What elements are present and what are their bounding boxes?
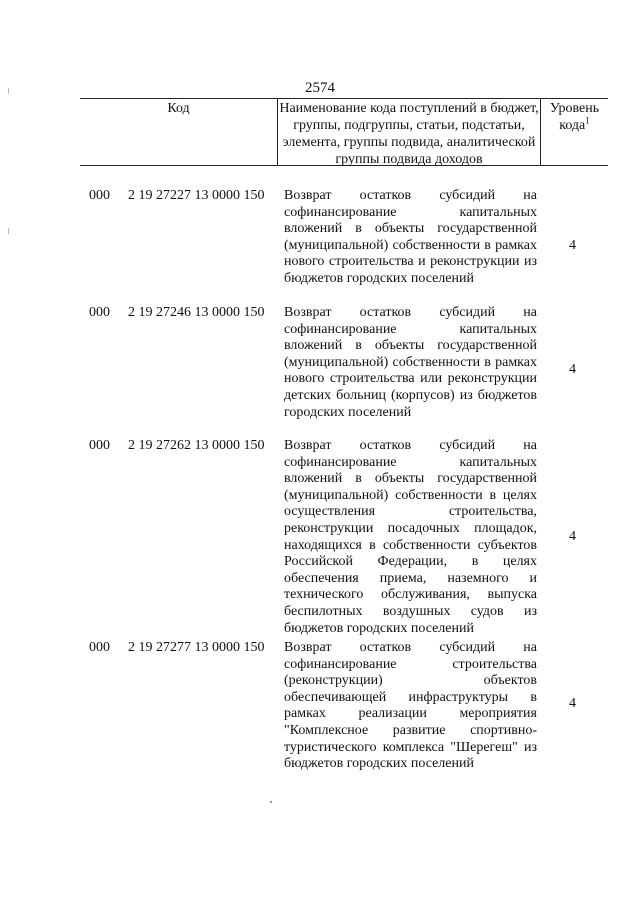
row-prefix: 000: [89, 188, 110, 203]
header-level-footnote: 1: [585, 115, 590, 126]
row-code: 2 19 27246 13 0000 150: [128, 305, 265, 320]
page-number: 2574: [305, 80, 335, 96]
table-header: [80, 98, 608, 166]
row-description: Возврат остатков субсидий на софинансирование строительства (реконструкции) объектов обеспечивающей инфраструктуры в рамках реализации мероприятия "Комплексное развитие спортивно-туристического комплекса "Шерегеш" из бюджетов городских поселений: [284, 640, 537, 772]
scan-speck: [270, 801, 272, 803]
row-description: Возврат остатков субсидий на софинансирование капитальных вложений в объекты государственной (муниципальной) собственности в рамках нового строительства или реконструкции детских больниц (корпусов) из бюджетов городских поселений: [284, 305, 537, 420]
row-prefix: 000: [89, 640, 110, 655]
row-prefix: 000: [89, 305, 110, 320]
row-code: 2 19 27262 13 0000 150: [128, 438, 265, 453]
row-level: 4: [569, 696, 576, 711]
scan-margin-mark: [8, 228, 9, 234]
header-level-line2: кода: [559, 118, 586, 133]
row-prefix: 000: [89, 438, 110, 453]
header-code-label: Код: [167, 101, 190, 116]
header-code: [80, 99, 278, 165]
row-code: 2 19 27277 13 0000 150: [128, 640, 265, 655]
row-description: Возврат остатков субсидий на софинансирование капитальных вложений в объекты государственной (муниципальной) собственности в рамках нового строительства и реконструкции из бюджетов городских поселений: [284, 188, 537, 286]
header-name-label: Наименование кода поступлений в бюджет, группы, подгруппы, статьи, подстатьи, элемента, группы подвида, аналитической группы подвида доходов: [279, 101, 539, 167]
row-description: Возврат остатков субсидий на софинансирование капитальных вложений в объекты государственной (муниципальной) собственности в целях осуществления строительства, реконструкции посадочных площадок, находящихся в собственности субъектов Российской Федерации, в целях обеспечения приема, наземного и технического обслуживания, выпуска беспилотных воздушных судов из бюджетов городских поселений: [284, 438, 537, 636]
header-name: [278, 99, 540, 165]
row-level: 4: [569, 362, 576, 377]
row-code: 2 19 27227 13 0000 150: [128, 188, 265, 203]
row-level: 4: [569, 238, 576, 253]
scan-margin-mark: [8, 88, 9, 94]
header-level-line1: Уровень: [549, 101, 600, 116]
header-level: [540, 99, 608, 165]
row-level: 4: [569, 529, 576, 544]
